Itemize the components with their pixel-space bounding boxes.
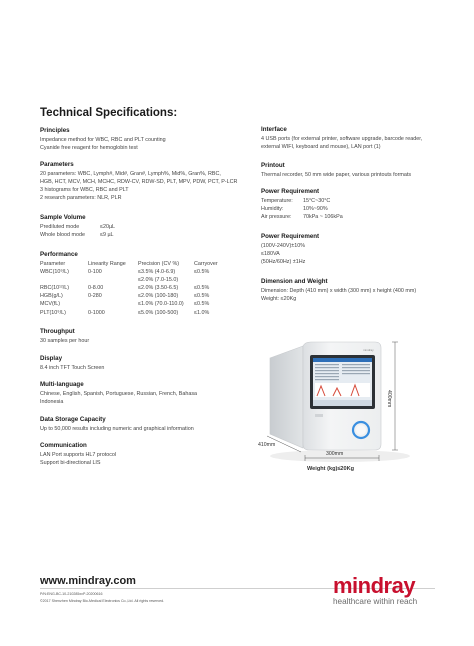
section-interface [261,126,422,151]
power-line: ≤180VA [261,251,280,258]
performance-row [40,309,234,317]
device-screen-header [313,358,372,362]
dimension-line: Dimension: Depth (410 mm) x width (300 mm) x height (400 mm) [261,288,417,294]
data-storage-line: Up to 50,000 results including numeric and graphical information [40,426,194,432]
mindray-logo: mindray [333,573,416,598]
multi-language-line: Chinese, English, Spanish, Portuguese, Russian, French, Bahasa [40,391,198,397]
power-row [261,205,343,213]
data-storage-heading: Data Storage Capacity [40,416,106,423]
sample-volume-row [40,223,115,231]
power-value: 10%~90% [303,206,328,213]
parameters-line: 20 parameters: WBC, Lymph#, Mid#, Gran#, Lymph%, Mid%, Gran%, RBC, [40,171,221,177]
performance-cell: HGB(g/L) [40,293,63,300]
section-power-requirement-2 [261,233,319,266]
principles-line: Cyanide free reagent for hemoglobin test [40,145,138,152]
dimension-heading: Dimension and Weight [261,278,328,285]
communication-line: Support bi-directional LIS [40,460,101,467]
display-line: 8.4 inch TFT Touch Screen [40,365,105,371]
part-number: P/N:ENG-BC-10-210285xxP-20200616 [40,592,103,596]
performance-cell: ≤1.0% (70.0-110.0) [138,301,184,308]
performance-cell: ≤0.5% [194,293,210,300]
section-communication [40,442,116,467]
power-row [261,213,343,221]
multi-language-line: Indonesia [40,399,64,406]
interface-line: 4 USB ports (for external printer, software upgrade, barcode reader, [261,136,423,142]
performance-cell: ≤3.5% (4.0-6.9) [138,269,176,276]
performance-cell: RBC(10¹²/L) [40,285,70,292]
performance-cell [194,276,234,284]
width-dimension-label: 300mm [326,451,344,457]
throughput-heading: Throughput [40,328,75,335]
sample-volume-value: ≤20µL [100,224,116,230]
power-requirement-2-heading: Power Requirement [261,233,320,240]
device-screen-toolbar [313,400,372,406]
performance-cell: ≤2.0% (100-180) [138,293,179,300]
device-screen-histogram-area [315,383,370,397]
sample-volume-row [40,231,115,239]
copyright: ©2017 Shenzhen Mindray Bio-Medical Electronics Co.,Ltd. All rights reserved. [40,599,165,603]
performance-cell [88,276,138,284]
parameters-line: 2 research parameters: NLR, PLR [40,195,122,202]
performance-header-cell: Linearity Range [88,261,126,267]
device-port [315,414,323,417]
device-screen [313,358,372,406]
performance-cell: 0-280 [88,293,102,300]
principles-heading: Principles [40,127,70,134]
section-power-requirement [261,188,343,221]
sample-volume-value: ≤9 µL [100,232,114,239]
depth-dimension-label: 410mm [258,442,276,448]
power-value: 15°C~30°C [303,198,331,204]
power-value: 70kPa ~ 106kPa [303,214,343,221]
multi-language-heading: Multi-language [40,381,84,388]
interface-line: external WIFI, keyboard and mouse), LAN port (1) [261,144,381,151]
section-performance [40,251,234,317]
tagline: healthcare within reach [333,597,418,606]
analyzer-device-image [255,330,425,485]
interface-heading: Interface [261,126,287,133]
power-line: (50Hz/60Hz) ±1Hz [261,259,306,266]
power-requirement-heading: Power Requirement [261,188,320,195]
website-link[interactable]: www.mindray.com [40,575,136,587]
page-title: Technical Specifications: [40,107,178,119]
section-dimension [261,278,416,303]
performance-header-row [40,260,234,268]
performance-cell: ≤2.0% (3.50-6.5) [138,285,179,292]
performance-cell: ≤2.0% (7.0-15.0) [138,277,179,284]
display-heading: Display [40,355,63,362]
performance-row [40,268,234,276]
weight-label: Weight (kg)≤20Kg [307,466,355,472]
power-key: Temperature: [261,198,293,204]
device-brand-label: mindray [363,348,374,352]
performance-cell: PLT(10⁹/L) [40,309,66,316]
throughput-line: 30 samples per hour [40,338,90,344]
performance-row [40,300,234,308]
height-dimension-label: 400mm [386,390,392,408]
power-line: (100V-240V)±10% [261,243,306,249]
performance-row [40,292,234,300]
performance-cell: MCV(fL) [40,301,61,308]
printout-heading: Printout [261,162,285,169]
sample-volume-key: Prediluted mode [40,224,80,230]
performance-row [40,276,234,284]
performance-cell: ≤0.5% [194,285,210,292]
section-principles [40,127,166,152]
printout-line: Thermal recorder, 50 mm wide paper, various printouts formats [261,172,412,178]
section-parameters [40,161,237,202]
section-sample-volume [40,214,115,239]
performance-row [40,284,234,292]
power-key: Air pressure: [261,214,292,221]
performance-cell [40,276,88,284]
parameters-heading: Parameters [40,161,74,168]
performance-heading: Performance [40,251,78,258]
section-throughput [40,328,89,345]
performance-cell: 0-100 [88,269,102,276]
parameters-line: 3 histograms for WBC, RBC and PLT [40,187,129,194]
performance-header-cell: Parameter [40,261,66,267]
performance-cell: WBC(10⁹/L) [40,269,69,276]
performance-cell: ≤0.5% [194,301,210,308]
section-multi-language [40,381,197,406]
communication-heading: Communication [40,442,87,449]
sample-volume-heading: Sample Volume [40,214,86,221]
principles-line: Impedance method for WBC, RBC and PLT counting [40,137,166,143]
performance-cell: ≤5.0% (100-500) [138,309,179,316]
section-data-storage [40,416,194,433]
performance-cell: ≤1.0% [194,309,210,316]
dimension-line: Weight: ≤20Kg [261,296,297,303]
power-key: Humidity: [261,206,284,213]
performance-header-cell: Carryover [194,261,218,267]
parameters-line: HGB, HCT, MCV, MCH, MCHC, RDW-CV, RDW-SD, PLT, MPV, PDW, PCT, P-LCR [40,179,238,186]
performance-header-cell: Precision (CV %) [138,261,180,267]
section-display [40,355,104,372]
section-printout [261,162,411,179]
device-sample-port [356,425,366,435]
performance-cell: 0-8.00 [88,285,104,292]
performance-cell [88,300,138,308]
performance-cell: 0-1000 [88,309,105,316]
performance-cell: ≤0.5% [194,269,210,276]
power-row [261,197,343,205]
device-side-panel [270,346,303,448]
communication-line: LAN Port supports HL7 protocol [40,452,117,458]
sample-volume-key: Whole blood mode [40,232,85,239]
